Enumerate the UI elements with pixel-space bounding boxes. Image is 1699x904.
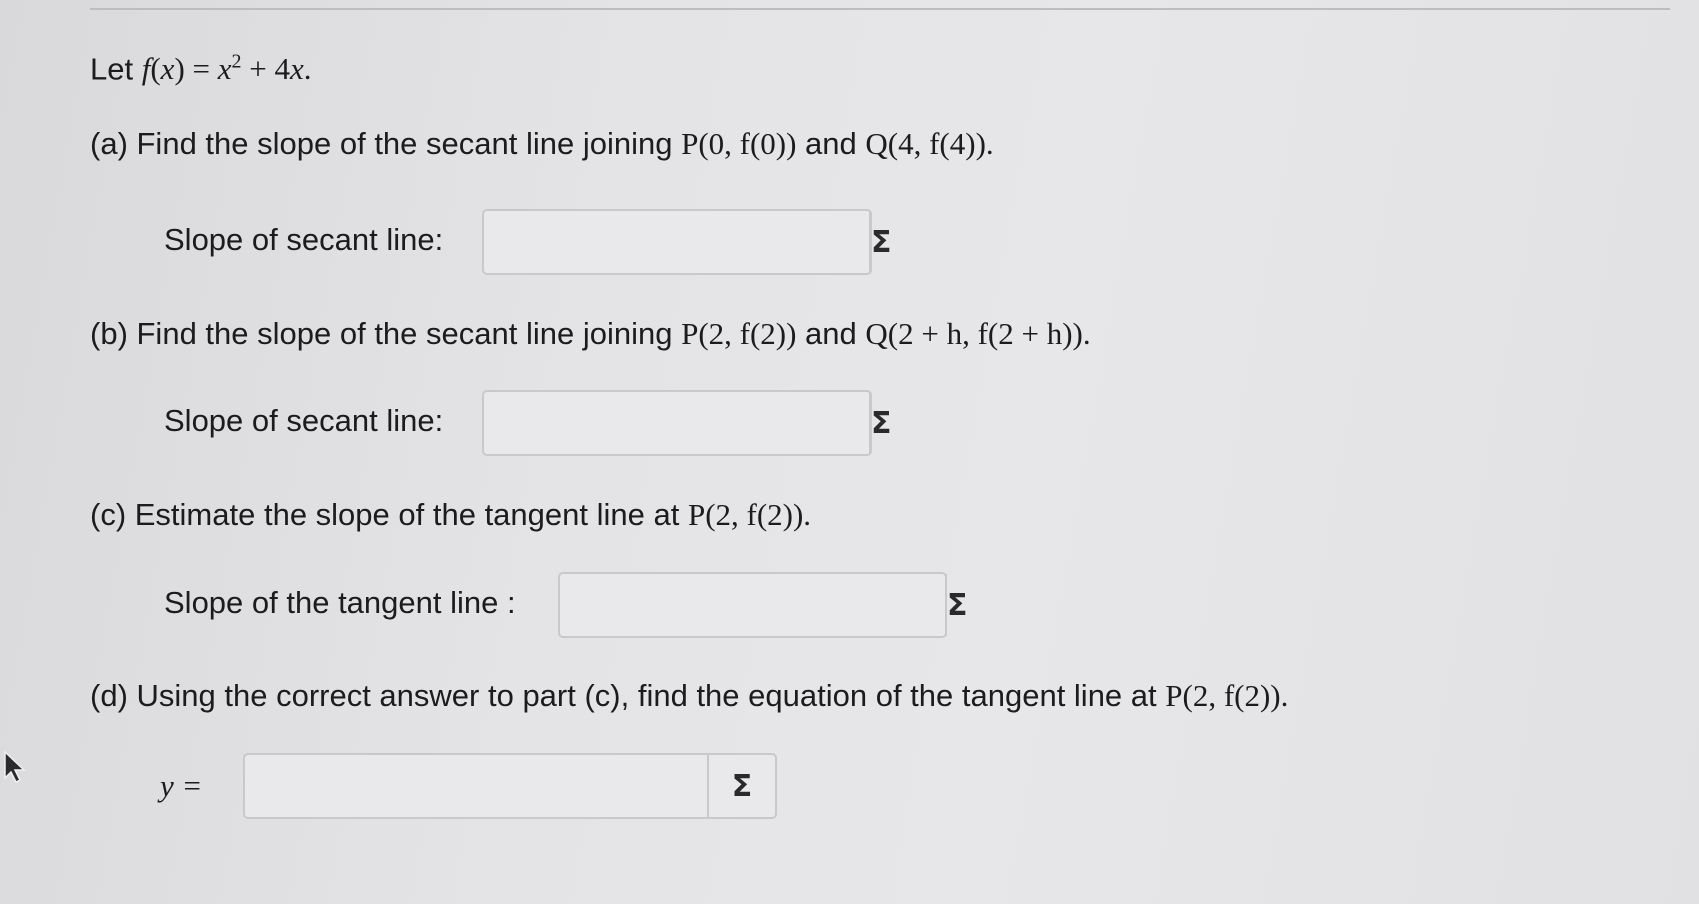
answer-box-d: [243, 753, 777, 819]
answer-input-a[interactable]: [484, 211, 869, 273]
question-b-text: (b) Find the slope of the secant line joining: [90, 316, 682, 351]
question-b: [90, 318, 1091, 349]
sigma-icon[interactable]: Σ: [707, 755, 775, 817]
point-q-b: Q(2 + h, f(2 + h)).: [865, 316, 1091, 351]
sigma-icon[interactable]: Σ: [945, 574, 968, 636]
answer-input-b[interactable]: [484, 392, 869, 454]
function-definition: $f(x) = x^2 + 4x$.: [141, 51, 312, 87]
answer-label-b: Slope of secant line:: [164, 403, 444, 438]
question-c-text: (c) Estimate the slope of the tangent line at: [90, 497, 688, 532]
sigma-icon[interactable]: Σ: [869, 211, 892, 273]
question-a: [90, 128, 994, 159]
connector-b: and: [796, 316, 866, 351]
point-q-a: Q(4, f(4)).: [865, 126, 994, 161]
answer-box-a: [482, 209, 892, 275]
mouse-pointer-icon: [2, 750, 30, 784]
point-p-d: P(2, f(2)).: [1165, 678, 1289, 713]
sigma-icon[interactable]: Σ: [869, 392, 892, 454]
question-c: [90, 499, 811, 530]
answer-label-a: Slope of secant line:: [164, 222, 444, 257]
top-divider: [90, 8, 1670, 10]
connector-a: and: [796, 126, 866, 161]
answer-label-d: y =: [160, 768, 203, 803]
question-d: [90, 680, 1288, 711]
answer-label-c: Slope of the tangent line :: [164, 585, 516, 620]
problem-intro: [90, 51, 312, 87]
question-d-text: (d) Using the correct answer to part (c), find the equation of the tangent line at: [90, 678, 1166, 713]
answer-box-c: [558, 572, 968, 638]
point-p-b: P(2, f(2)): [681, 316, 797, 351]
question-a-text: (a) Find the slope of the secant line joining: [90, 126, 682, 161]
intro-prefix: Let: [90, 51, 142, 87]
answer-input-d[interactable]: [245, 755, 707, 817]
answer-box-b: [482, 390, 892, 456]
point-p-a: P(0, f(0)): [681, 126, 797, 161]
answer-input-c[interactable]: [560, 574, 945, 636]
point-p-c: P(2, f(2)).: [687, 497, 812, 532]
